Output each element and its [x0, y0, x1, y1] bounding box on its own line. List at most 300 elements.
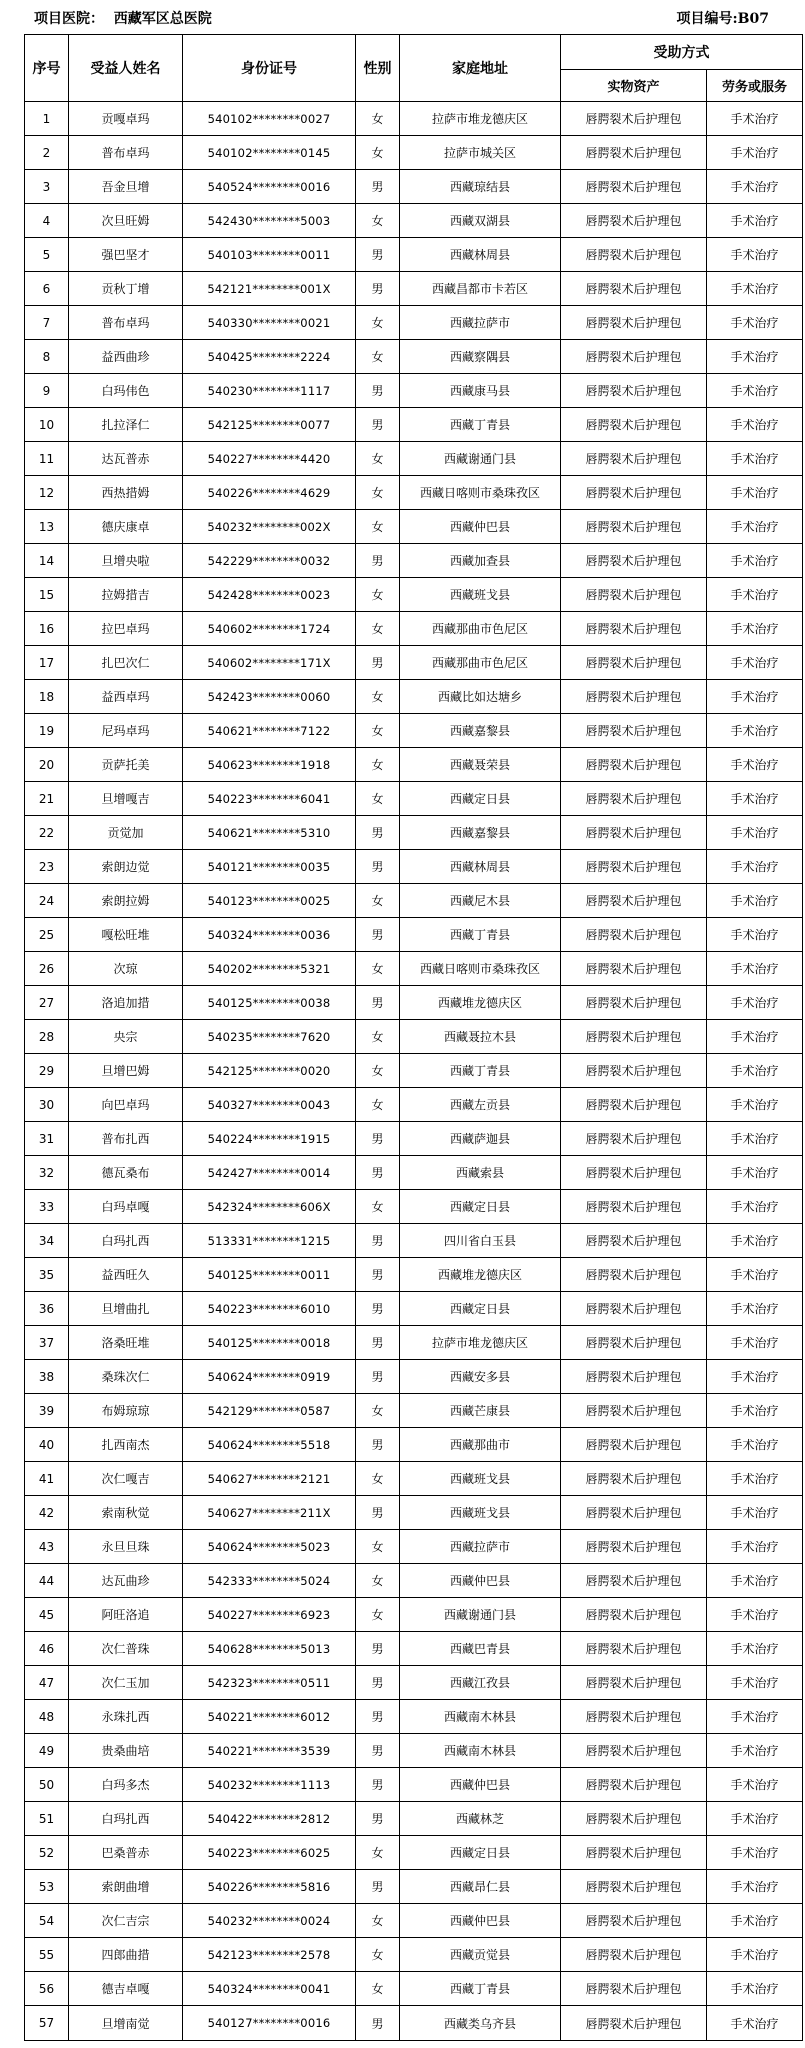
cell-address: 西藏那曲市 [400, 1428, 561, 1462]
cell-name: 旦增曲扎 [69, 1292, 183, 1326]
cell-no: 22 [25, 816, 69, 850]
cell-address: 西藏定日县 [400, 1190, 561, 1224]
cell-address: 西藏南木林县 [400, 1734, 561, 1768]
cell-name: 达瓦曲珍 [69, 1564, 183, 1598]
cell-service: 手术治疗 [707, 714, 803, 748]
cell-no: 20 [25, 748, 69, 782]
cell-id: 540422********2812 [183, 1802, 356, 1836]
cell-gender: 男 [356, 170, 400, 204]
table-row [25, 1530, 803, 1564]
cell-material: 唇腭裂术后护理包 [561, 1972, 707, 2006]
cell-name: 贡觉加 [69, 816, 183, 850]
page-header [0, 0, 805, 34]
cell-material: 唇腭裂术后护理包 [561, 1496, 707, 1530]
cell-address: 西藏日喀则市桑珠孜区 [400, 952, 561, 986]
cell-material: 唇腭裂术后护理包 [561, 1530, 707, 1564]
cell-material: 唇腭裂术后护理包 [561, 1462, 707, 1496]
cell-service: 手术治疗 [707, 1292, 803, 1326]
cell-material: 唇腭裂术后护理包 [561, 2006, 707, 2041]
cell-name: 西热措姆 [69, 476, 183, 510]
cell-address: 西藏类乌齐县 [400, 2006, 561, 2041]
table-row [25, 1428, 803, 1462]
cell-service: 手术治疗 [707, 442, 803, 476]
cell-service: 手术治疗 [707, 1122, 803, 1156]
hospital-line [34, 8, 212, 28]
cell-address: 西藏昂仁县 [400, 1870, 561, 1904]
cell-address: 西藏堆龙德庆区 [400, 1258, 561, 1292]
cell-name: 德瓦桑布 [69, 1156, 183, 1190]
cell-service: 手术治疗 [707, 272, 803, 306]
table-row [25, 1156, 803, 1190]
cell-id: 540623********1918 [183, 748, 356, 782]
cell-address: 西藏定日县 [400, 1292, 561, 1326]
table-body [25, 102, 803, 2041]
table-row [25, 1564, 803, 1598]
cell-name: 索南秋觉 [69, 1496, 183, 1530]
cell-gender: 女 [356, 476, 400, 510]
cell-gender: 男 [356, 1870, 400, 1904]
cell-address: 西藏尼木县 [400, 884, 561, 918]
cell-service: 手术治疗 [707, 1734, 803, 1768]
col-header-aid-material: 实物资产 [561, 70, 707, 102]
table-row [25, 476, 803, 510]
cell-service: 手术治疗 [707, 238, 803, 272]
cell-address: 四川省白玉县 [400, 1224, 561, 1258]
cell-service: 手术治疗 [707, 1326, 803, 1360]
cell-service: 手术治疗 [707, 646, 803, 680]
table-row [25, 714, 803, 748]
cell-service: 手术治疗 [707, 544, 803, 578]
cell-gender: 男 [356, 1122, 400, 1156]
cell-no: 2 [25, 136, 69, 170]
table-row [25, 850, 803, 884]
cell-id: 540621********5310 [183, 816, 356, 850]
cell-no: 51 [25, 1802, 69, 1836]
table-row [25, 1088, 803, 1122]
cell-material: 唇腭裂术后护理包 [561, 884, 707, 918]
cell-address: 西藏比如达塘乡 [400, 680, 561, 714]
cell-id: 540121********0035 [183, 850, 356, 884]
cell-material: 唇腭裂术后护理包 [561, 1700, 707, 1734]
cell-gender: 男 [356, 238, 400, 272]
cell-id: 540602********171X [183, 646, 356, 680]
cell-name: 拉姆措吉 [69, 578, 183, 612]
cell-id: 540232********1113 [183, 1768, 356, 1802]
cell-material: 唇腭裂术后护理包 [561, 1428, 707, 1462]
cell-name: 扎西南杰 [69, 1428, 183, 1462]
cell-address: 西藏安多县 [400, 1360, 561, 1394]
cell-name: 央宗 [69, 1020, 183, 1054]
cell-service: 手术治疗 [707, 476, 803, 510]
cell-no: 31 [25, 1122, 69, 1156]
cell-no: 23 [25, 850, 69, 884]
cell-address: 西藏萨迦县 [400, 1122, 561, 1156]
cell-id: 540324********0036 [183, 918, 356, 952]
cell-no: 46 [25, 1632, 69, 1666]
cell-material: 唇腭裂术后护理包 [561, 816, 707, 850]
cell-name: 洛桑旺堆 [69, 1326, 183, 1360]
cell-material: 唇腭裂术后护理包 [561, 1258, 707, 1292]
cell-no: 14 [25, 544, 69, 578]
cell-no: 38 [25, 1360, 69, 1394]
table-row [25, 1394, 803, 1428]
hospital-name: 西藏军区总医院 [113, 11, 212, 27]
cell-service: 手术治疗 [707, 102, 803, 136]
cell-address: 西藏丁青县 [400, 408, 561, 442]
cell-address: 西藏仲巴县 [400, 510, 561, 544]
cell-name: 普布卓玛 [69, 306, 183, 340]
cell-no: 34 [25, 1224, 69, 1258]
cell-no: 21 [25, 782, 69, 816]
cell-address: 西藏谢通门县 [400, 442, 561, 476]
cell-material: 唇腭裂术后护理包 [561, 1666, 707, 1700]
cell-gender: 女 [356, 340, 400, 374]
cell-address: 西藏拉萨市 [400, 306, 561, 340]
cell-gender: 女 [356, 782, 400, 816]
table-row [25, 1836, 803, 1870]
col-header-no: 序号 [25, 35, 69, 102]
cell-id: 540202********5321 [183, 952, 356, 986]
table-row [25, 102, 803, 136]
cell-no: 35 [25, 1258, 69, 1292]
cell-name: 贵桑曲培 [69, 1734, 183, 1768]
cell-no: 43 [25, 1530, 69, 1564]
cell-no: 15 [25, 578, 69, 612]
cell-gender: 男 [356, 272, 400, 306]
cell-id: 540223********6010 [183, 1292, 356, 1326]
cell-no: 25 [25, 918, 69, 952]
cell-service: 手术治疗 [707, 748, 803, 782]
table-row [25, 238, 803, 272]
cell-service: 手术治疗 [707, 986, 803, 1020]
cell-material: 唇腭裂术后护理包 [561, 544, 707, 578]
cell-no: 33 [25, 1190, 69, 1224]
cell-material: 唇腭裂术后护理包 [561, 1190, 707, 1224]
table-row [25, 1258, 803, 1292]
table-row [25, 646, 803, 680]
cell-gender: 男 [356, 986, 400, 1020]
cell-address: 西藏那曲市色尼区 [400, 646, 561, 680]
cell-material: 唇腭裂术后护理包 [561, 1326, 707, 1360]
table-row [25, 782, 803, 816]
cell-id: 540524********0016 [183, 170, 356, 204]
cell-name: 巴桑普赤 [69, 1836, 183, 1870]
cell-no: 42 [25, 1496, 69, 1530]
cell-service: 手术治疗 [707, 1224, 803, 1258]
cell-id: 540624********5518 [183, 1428, 356, 1462]
cell-name: 旦增巴姆 [69, 1054, 183, 1088]
cell-gender: 女 [356, 1904, 400, 1938]
cell-id: 540425********2224 [183, 340, 356, 374]
table-row [25, 816, 803, 850]
cell-name: 向巴卓玛 [69, 1088, 183, 1122]
cell-gender: 女 [356, 1054, 400, 1088]
cell-gender: 女 [356, 578, 400, 612]
cell-address: 西藏嘉黎县 [400, 714, 561, 748]
cell-gender: 男 [356, 1428, 400, 1462]
cell-name: 永旦旦珠 [69, 1530, 183, 1564]
cell-id: 542229********0032 [183, 544, 356, 578]
cell-material: 唇腭裂术后护理包 [561, 1122, 707, 1156]
cell-material: 唇腭裂术后护理包 [561, 1768, 707, 1802]
cell-gender: 男 [356, 544, 400, 578]
cell-address: 西藏昌都市卡若区 [400, 272, 561, 306]
cell-name: 布姆琼琼 [69, 1394, 183, 1428]
table-row [25, 884, 803, 918]
cell-material: 唇腭裂术后护理包 [561, 1360, 707, 1394]
cell-material: 唇腭裂术后护理包 [561, 714, 707, 748]
cell-no: 11 [25, 442, 69, 476]
table-row [25, 1768, 803, 1802]
cell-gender: 男 [356, 1224, 400, 1258]
cell-material: 唇腭裂术后护理包 [561, 136, 707, 170]
cell-name: 永珠扎西 [69, 1700, 183, 1734]
cell-service: 手术治疗 [707, 1870, 803, 1904]
cell-material: 唇腭裂术后护理包 [561, 170, 707, 204]
cell-no: 30 [25, 1088, 69, 1122]
cell-service: 手术治疗 [707, 1768, 803, 1802]
cell-service: 手术治疗 [707, 1088, 803, 1122]
cell-name: 贡秋丁增 [69, 272, 183, 306]
cell-address: 西藏班戈县 [400, 1496, 561, 1530]
cell-gender: 女 [356, 1462, 400, 1496]
col-header-id: 身份证号 [183, 35, 356, 102]
cell-no: 36 [25, 1292, 69, 1326]
cell-gender: 男 [356, 850, 400, 884]
table-row [25, 408, 803, 442]
cell-address: 西藏贡觉县 [400, 1938, 561, 1972]
cell-service: 手术治疗 [707, 204, 803, 238]
cell-address: 西藏丁青县 [400, 918, 561, 952]
cell-no: 9 [25, 374, 69, 408]
cell-no: 41 [25, 1462, 69, 1496]
cell-address: 西藏丁青县 [400, 1972, 561, 2006]
table-row [25, 952, 803, 986]
table-row [25, 544, 803, 578]
table-row [25, 1598, 803, 1632]
cell-id: 540127********0016 [183, 2006, 356, 2041]
table-row [25, 1700, 803, 1734]
cell-id: 540221********6012 [183, 1700, 356, 1734]
cell-id: 542428********0023 [183, 578, 356, 612]
cell-name: 强巴坚才 [69, 238, 183, 272]
cell-service: 手术治疗 [707, 408, 803, 442]
cell-address: 西藏仲巴县 [400, 1904, 561, 1938]
cell-no: 47 [25, 1666, 69, 1700]
cell-gender: 女 [356, 680, 400, 714]
cell-no: 55 [25, 1938, 69, 1972]
cell-id: 540125********0038 [183, 986, 356, 1020]
cell-id: 540624********0919 [183, 1360, 356, 1394]
cell-no: 19 [25, 714, 69, 748]
cell-name: 旦增央啦 [69, 544, 183, 578]
cell-material: 唇腭裂术后护理包 [561, 918, 707, 952]
cell-id: 540624********5023 [183, 1530, 356, 1564]
table-row [25, 1666, 803, 1700]
cell-no: 44 [25, 1564, 69, 1598]
cell-id: 540324********0041 [183, 1972, 356, 2006]
cell-service: 手术治疗 [707, 2006, 803, 2041]
cell-id: 513331********1215 [183, 1224, 356, 1258]
cell-address: 西藏班戈县 [400, 578, 561, 612]
cell-gender: 女 [356, 136, 400, 170]
cell-id: 540125********0011 [183, 1258, 356, 1292]
cell-address: 西藏丁青县 [400, 1054, 561, 1088]
cell-no: 3 [25, 170, 69, 204]
cell-gender: 女 [356, 1972, 400, 2006]
cell-material: 唇腭裂术后护理包 [561, 1938, 707, 1972]
table-row [25, 306, 803, 340]
cell-material: 唇腭裂术后护理包 [561, 1054, 707, 1088]
cell-gender: 男 [356, 1292, 400, 1326]
cell-gender: 男 [356, 1802, 400, 1836]
cell-material: 唇腭裂术后护理包 [561, 1156, 707, 1190]
cell-service: 手术治疗 [707, 1564, 803, 1598]
cell-material: 唇腭裂术后护理包 [561, 952, 707, 986]
cell-material: 唇腭裂术后护理包 [561, 782, 707, 816]
table-row [25, 374, 803, 408]
cell-gender: 男 [356, 408, 400, 442]
cell-no: 49 [25, 1734, 69, 1768]
cell-name: 拉巴卓玛 [69, 612, 183, 646]
cell-name: 索朗曲增 [69, 1870, 183, 1904]
cell-gender: 女 [356, 1836, 400, 1870]
table-row [25, 1326, 803, 1360]
cell-address: 西藏拉萨市 [400, 1530, 561, 1564]
cell-id: 540621********7122 [183, 714, 356, 748]
table-row [25, 204, 803, 238]
cell-id: 542125********0020 [183, 1054, 356, 1088]
cell-id: 540627********211X [183, 1496, 356, 1530]
cell-service: 手术治疗 [707, 918, 803, 952]
cell-address: 西藏索县 [400, 1156, 561, 1190]
cell-gender: 女 [356, 952, 400, 986]
cell-address: 西藏南木林县 [400, 1700, 561, 1734]
cell-service: 手术治疗 [707, 1428, 803, 1462]
cell-service: 手术治疗 [707, 1054, 803, 1088]
table-row [25, 510, 803, 544]
cell-no: 40 [25, 1428, 69, 1462]
cell-material: 唇腭裂术后护理包 [561, 1088, 707, 1122]
cell-address: 西藏察隅县 [400, 340, 561, 374]
cell-name: 次仁吉宗 [69, 1904, 183, 1938]
cell-material: 唇腭裂术后护理包 [561, 1870, 707, 1904]
cell-no: 56 [25, 1972, 69, 2006]
cell-name: 四郎曲措 [69, 1938, 183, 1972]
cell-name: 扎巴次仁 [69, 646, 183, 680]
cell-id: 540230********1117 [183, 374, 356, 408]
cell-no: 45 [25, 1598, 69, 1632]
cell-id: 540125********0018 [183, 1326, 356, 1360]
table-row [25, 1734, 803, 1768]
cell-service: 手术治疗 [707, 1666, 803, 1700]
cell-gender: 女 [356, 884, 400, 918]
cell-gender: 男 [356, 1360, 400, 1394]
cell-service: 手术治疗 [707, 850, 803, 884]
cell-material: 唇腭裂术后护理包 [561, 680, 707, 714]
cell-material: 唇腭裂术后护理包 [561, 986, 707, 1020]
col-header-gender: 性别 [356, 35, 400, 102]
table-row [25, 1054, 803, 1088]
cell-service: 手术治疗 [707, 1598, 803, 1632]
table-row [25, 680, 803, 714]
cell-material: 唇腭裂术后护理包 [561, 442, 707, 476]
cell-id: 542123********2578 [183, 1938, 356, 1972]
cell-id: 540227********4420 [183, 442, 356, 476]
cell-no: 18 [25, 680, 69, 714]
cell-address: 西藏加查县 [400, 544, 561, 578]
cell-no: 27 [25, 986, 69, 1020]
cell-address: 西藏那曲市色尼区 [400, 612, 561, 646]
table-row [25, 1360, 803, 1394]
cell-address: 西藏仲巴县 [400, 1564, 561, 1598]
cell-address: 西藏左贡县 [400, 1088, 561, 1122]
cell-address: 拉萨市城关区 [400, 136, 561, 170]
cell-service: 手术治疗 [707, 1904, 803, 1938]
cell-material: 唇腭裂术后护理包 [561, 646, 707, 680]
cell-gender: 女 [356, 1088, 400, 1122]
cell-gender: 女 [356, 1394, 400, 1428]
cell-name: 旦增嘎吉 [69, 782, 183, 816]
cell-gender: 女 [356, 1190, 400, 1224]
cell-name: 次旦旺姆 [69, 204, 183, 238]
cell-name: 德庆康卓 [69, 510, 183, 544]
cell-id: 540224********1915 [183, 1122, 356, 1156]
cell-name: 阿旺洛追 [69, 1598, 183, 1632]
table-row [25, 1802, 803, 1836]
cell-material: 唇腭裂术后护理包 [561, 1836, 707, 1870]
cell-gender: 女 [356, 442, 400, 476]
cell-material: 唇腭裂术后护理包 [561, 1598, 707, 1632]
table-row [25, 1972, 803, 2006]
cell-name: 次仁嘎吉 [69, 1462, 183, 1496]
cell-gender: 男 [356, 1700, 400, 1734]
cell-material: 唇腭裂术后护理包 [561, 1224, 707, 1258]
cell-id: 542423********0060 [183, 680, 356, 714]
cell-name: 尼玛卓玛 [69, 714, 183, 748]
cell-gender: 女 [356, 1938, 400, 1972]
cell-service: 手术治疗 [707, 952, 803, 986]
cell-address: 西藏堆龙德庆区 [400, 986, 561, 1020]
cell-name: 次琼 [69, 952, 183, 986]
cell-no: 29 [25, 1054, 69, 1088]
table-row [25, 1938, 803, 1972]
cell-id: 540102********0145 [183, 136, 356, 170]
cell-service: 手术治疗 [707, 1632, 803, 1666]
cell-name: 益西旺久 [69, 1258, 183, 1292]
cell-gender: 男 [356, 1768, 400, 1802]
cell-id: 542323********0511 [183, 1666, 356, 1700]
cell-material: 唇腭裂术后护理包 [561, 102, 707, 136]
cell-id: 540232********0024 [183, 1904, 356, 1938]
cell-address: 西藏日喀则市桑珠孜区 [400, 476, 561, 510]
cell-no: 37 [25, 1326, 69, 1360]
cell-material: 唇腭裂术后护理包 [561, 1802, 707, 1836]
cell-id: 542125********0077 [183, 408, 356, 442]
cell-gender: 女 [356, 1598, 400, 1632]
cell-gender: 男 [356, 1632, 400, 1666]
cell-id: 540102********0027 [183, 102, 356, 136]
col-header-address: 家庭地址 [400, 35, 561, 102]
cell-no: 12 [25, 476, 69, 510]
cell-material: 唇腭裂术后护理包 [561, 1394, 707, 1428]
cell-material: 唇腭裂术后护理包 [561, 748, 707, 782]
cell-service: 手术治疗 [707, 170, 803, 204]
cell-material: 唇腭裂术后护理包 [561, 850, 707, 884]
table-row [25, 340, 803, 374]
cell-id: 542427********0014 [183, 1156, 356, 1190]
table-row [25, 1632, 803, 1666]
